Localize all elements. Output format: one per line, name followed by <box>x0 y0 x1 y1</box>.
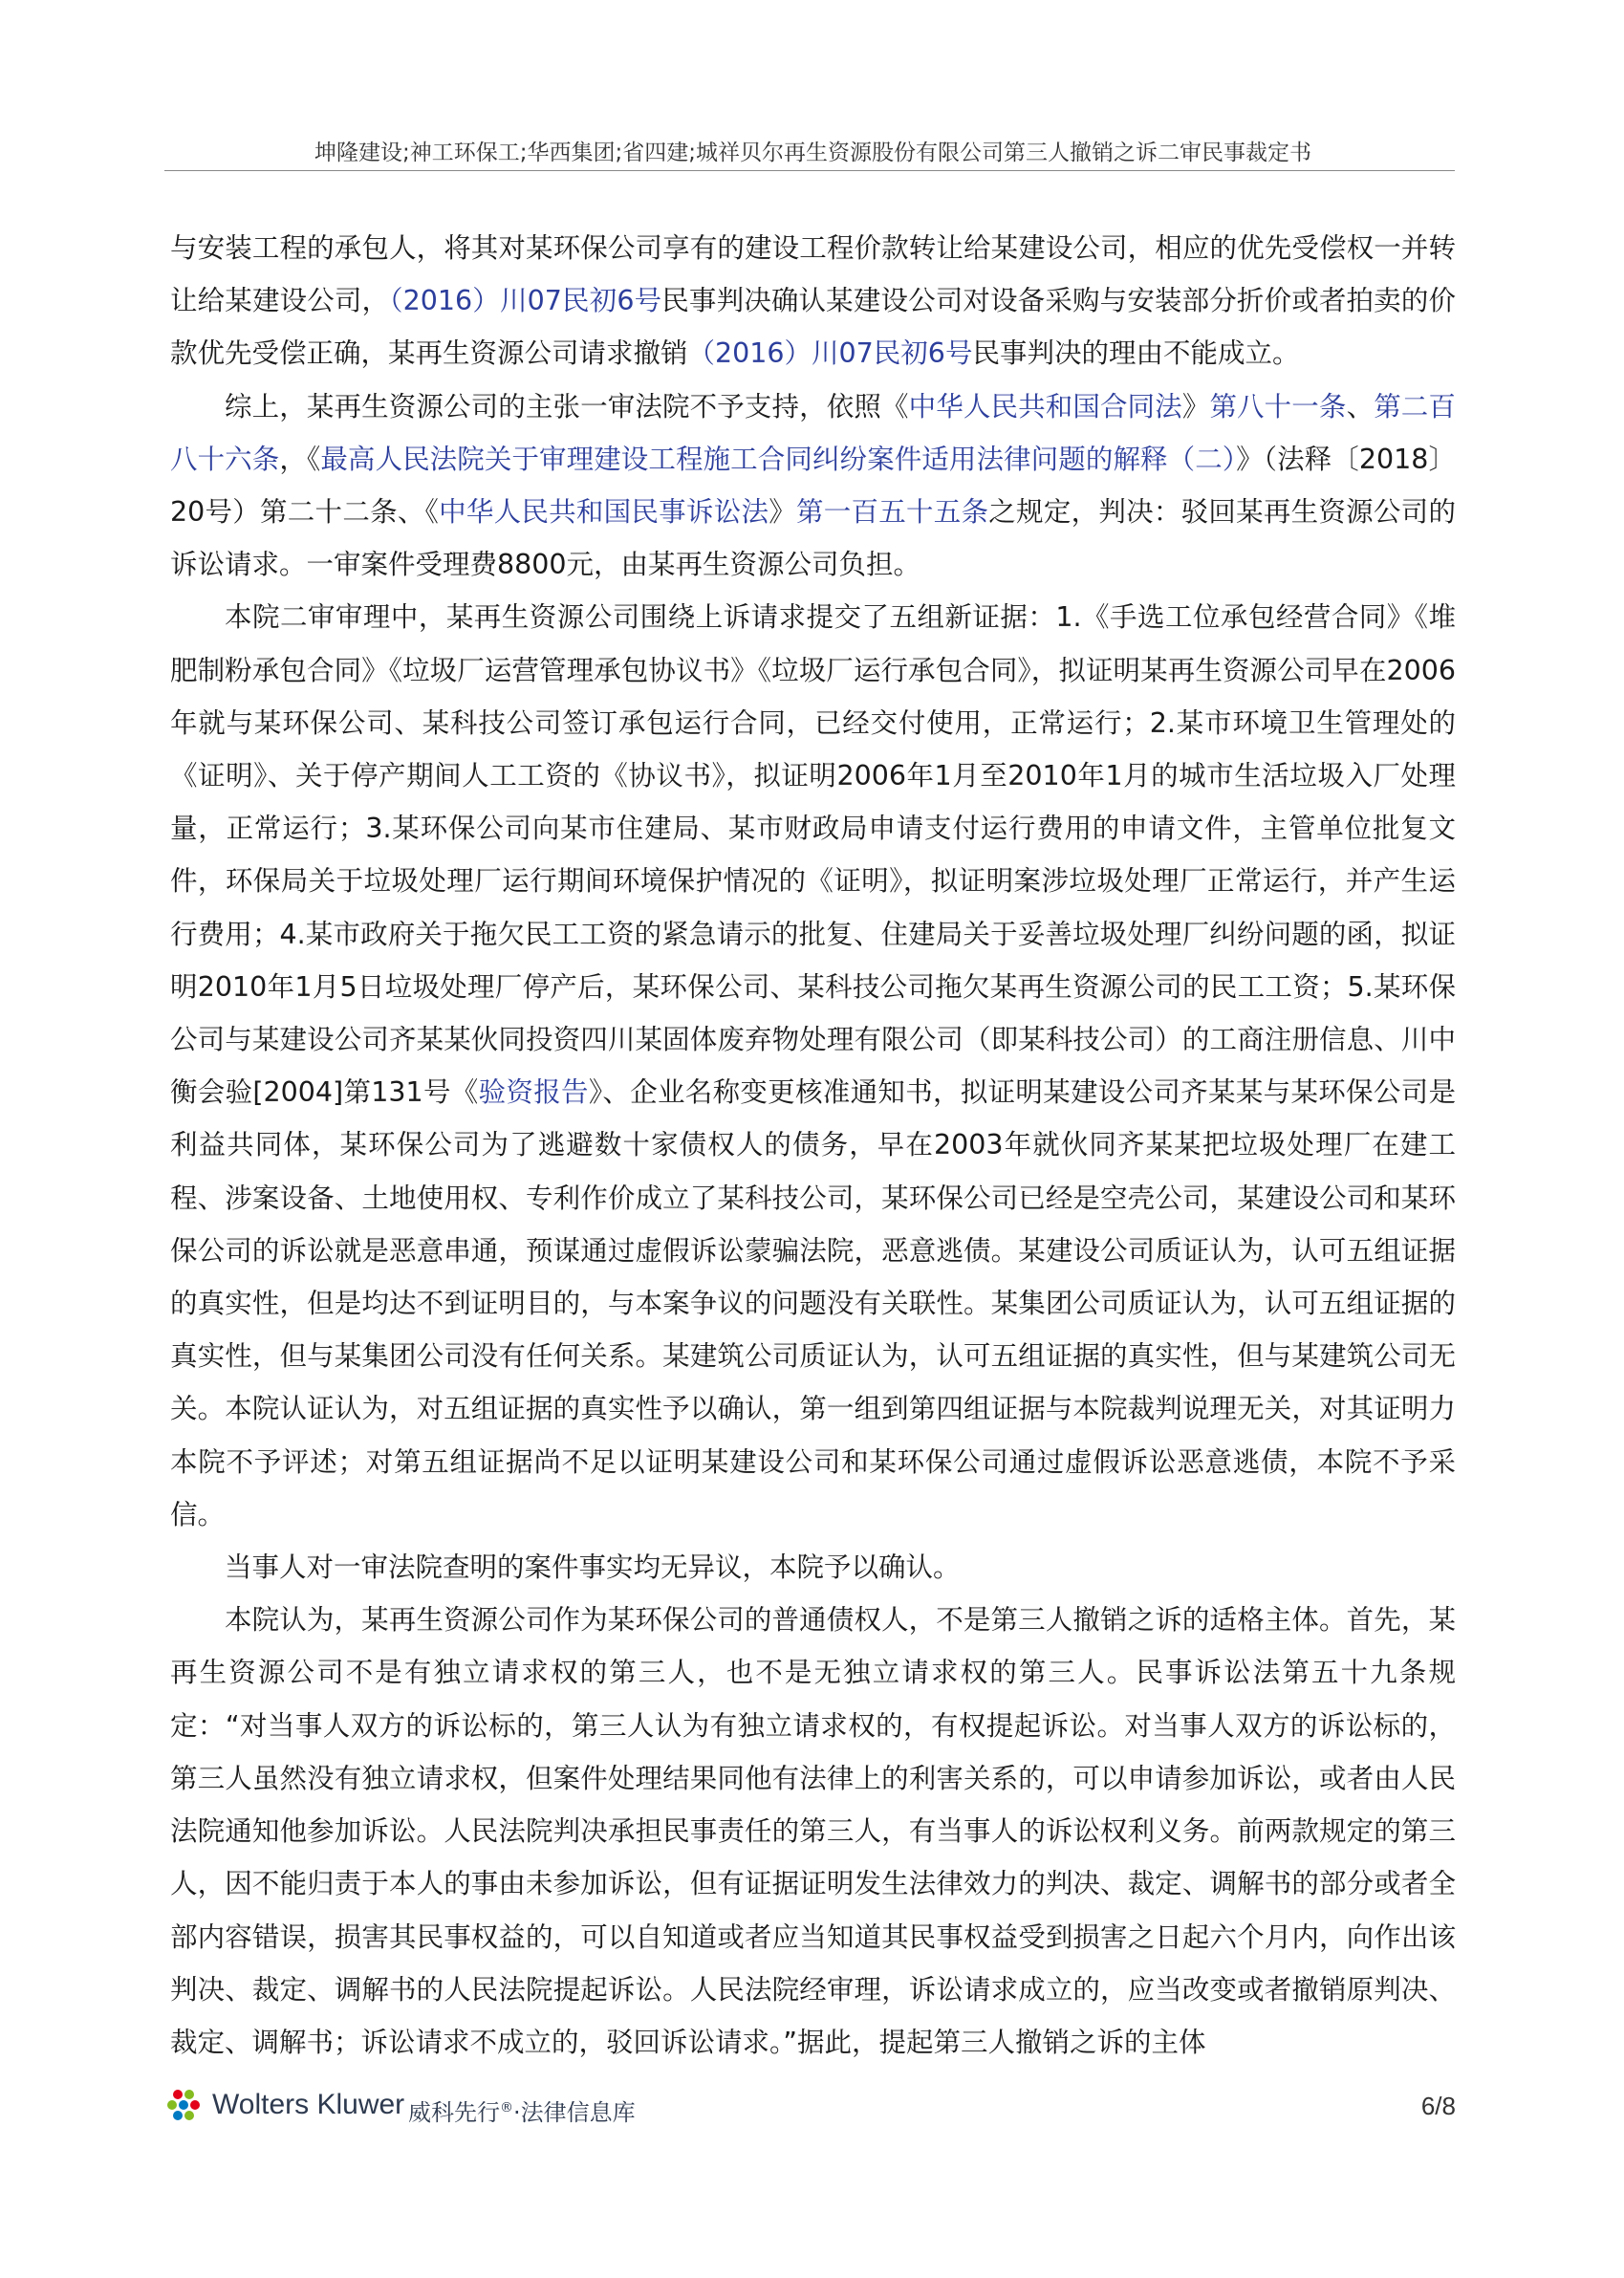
page-number: 6/8 <box>1420 2092 1456 2120</box>
document-body <box>170 222 1456 2069</box>
text-run: 》 <box>769 496 796 529</box>
text-run: 本院认为，某再生资源公司作为某环保公司的普通债权人，不是第三人撤销之诉的适格主体。首先，某再生资源公司不是有独立请求权的第三人，也不是无独立请求权的第三人。民事诉讼法第五十九条规定：“对当事人双方的诉讼标的，第三人认为有独立请求权的，有权提起诉讼。对当事人双方的诉讼标的，第三人虽然没有独立请求权，但案件处理结果同他有法律上的利害关系的，可以申请参加诉讼，或者由人民法院通知他参加诉讼。人民法院判决承担民事责任的第三人，有当事人的诉讼权利义务。前两款规定的第三人，因不能归责于本人的事由未参加诉讼，但有证据证明发生法律效力的判决、裁定、调解书的部分或者全部内容错误，损害其民事权益的，可以自知道或者应当知道其民事权益受到损害之日起六个月内，向作出该判决、裁定、调解书的人民法院提起诉讼。人民法院经审理，诉讼请求成立的，应当改变或者撤销原判决、裁定、调解书；诉讼请求不成立的，驳回诉讼请求。”据此，提起第三人撤销之诉的主体 <box>170 1604 1456 2058</box>
brand-cn-text: 威科先行 <box>408 2099 500 2126</box>
text-run: 》（法释〔2018〕20号）第二十二条、《 <box>170 443 1456 529</box>
paragraph-court-opinion <box>170 1594 1456 2069</box>
paragraph-continuation <box>170 222 1456 380</box>
registered-mark: ® <box>500 2100 513 2115</box>
article-link[interactable]: 第八十一条 <box>1209 390 1347 423</box>
text-run: 》、企业名称变更核准通知书，拟证明某建设公司齐某某与某环保公司是利益共同体，某环保公司为了逃避数十家债权人的债务，早在2003年就伙同齐某某把垃圾处理厂在建工程、涉案设备、土地使用权、专利作价成立了某科技公司，某环保公司已经是空壳公司，某建设公司和某环保公司的诉讼就是恶意串通，预谋通过虚假诉讼蒙骗法院，恶意逃债。某建设公司质证认为，认可五组证据的真实性，但是均达不到证明目的，与本案争议的问题没有关联性。某集团公司质证认为，认可五组证据的真实性，但与某集团公司没有任何关系。某建筑公司质证认为，认可五组证据的真实性，但与某建筑公司无关。本院认证认为，对五组证据的真实性予以确认，第一组到第四组证据与本院裁判说理无关，对其证明力本院不予评述；对第五组证据尚不足以证明某建设公司和某环保公司通过虚假诉讼恶意逃债，本院不予采信。 <box>170 1076 1456 1530</box>
brand-name-cn <box>408 2094 636 2127</box>
brand-name: Wolters Kluwer <box>212 2089 405 2120</box>
text-run: 当事人对一审法院查明的案件事实均无异议，本院予以确认。 <box>225 1551 961 1584</box>
brand-suffix: ·法律信息库 <box>513 2099 636 2126</box>
text-run: ，《 <box>279 443 321 475</box>
wolters-kluwer-logo-icon <box>164 2086 203 2124</box>
paragraph-summary <box>170 380 1456 592</box>
text-run: 、 <box>1346 390 1375 423</box>
paragraph-evidence <box>170 591 1456 1541</box>
text-run: 综上，某再生资源公司的主张一审法院不予支持，依照《 <box>225 390 909 423</box>
text-run: 民事判决确认某建设公司对设备采购与安装部分折价或者拍卖的价款优先受偿正确，某再生资源公司请求撤销 <box>170 285 1456 370</box>
text-run: 之规定，判决：驳回某再生资源公司的诉讼请求。一审案件受理费8800元，由某再生资源公司负担。 <box>170 496 1456 581</box>
case-link[interactable]: （2016）川07民初6号 <box>389 285 662 317</box>
law-link[interactable]: 最高人民法院关于审理建设工程施工合同纠纷案件适用法律问题的解释（二） <box>320 443 1237 475</box>
text-run: 本院二审审理中，某再生资源公司围绕上诉请求提交了五组新证据：1.《手选工位承包经营合同》《堆肥制粉承包合同》《垃圾厂运营管理承包协议书》《垃圾厂运行承包合同》，拟证明某再生资源公司早在2006年就与某环保公司、某科技公司签订承包运行合同，已经交付使用，正常运行；2.某市环境卫生管理处的《证明》、关于停产期间人工工资的《协议书》，拟证明2006年1月至2010年1月的城市生活垃圾入厂处理量，正常运行；3.某环保公司向某市住建局、某市财政局申请支付运行费用的申请文件，主管单位批复文件，环保局关于垃圾处理厂运行期间环境保护情况的《证明》，拟证明案涉垃圾处理厂正常运行，并产生运行费用；4.某市政府关于拖欠民工工资的紧急请示的批复、住建局关于妥善垃圾处理厂纠纷问题的函，拟证明2010年1月5日垃圾处理厂停产后，某环保公司、某科技公司拖欠某再生资源公司的民工工资；5.某环保公司与某建设公司齐某某伙同投资四川某固体废弃物处理有限公司（即某科技公司）的工商注册信息、川中衡会验[2004]第131号《 <box>170 601 1456 1109</box>
report-link[interactable]: 验资报告 <box>478 1076 589 1109</box>
document-header: 坤隆建设;神工环保工;华西集团;省四建;城祥贝尔再生资源股份有限公司第三人撤销之诉二审民事裁定书 <box>314 141 1311 165</box>
text-run: 民事判决的理由不能成立。 <box>972 337 1300 370</box>
article-link[interactable]: 第二百八十六条 <box>170 390 1456 475</box>
law-link[interactable]: 中华人民共和国民事诉讼法 <box>439 496 769 529</box>
article-link[interactable]: 第一百五十五条 <box>795 496 989 529</box>
text-run: 》 <box>1181 390 1210 423</box>
paragraph-facts <box>170 1541 1456 1594</box>
text-run: 与安装工程的承包人，将其对某环保公司享有的建设工程价款转让给某建设公司，相应的优先受偿权一并转让给某建设公司， <box>170 232 1456 317</box>
case-link[interactable]: （2016）川07民初6号 <box>687 337 973 370</box>
header-divider <box>164 170 1455 171</box>
law-link[interactable]: 中华人民共和国合同法 <box>908 390 1182 423</box>
